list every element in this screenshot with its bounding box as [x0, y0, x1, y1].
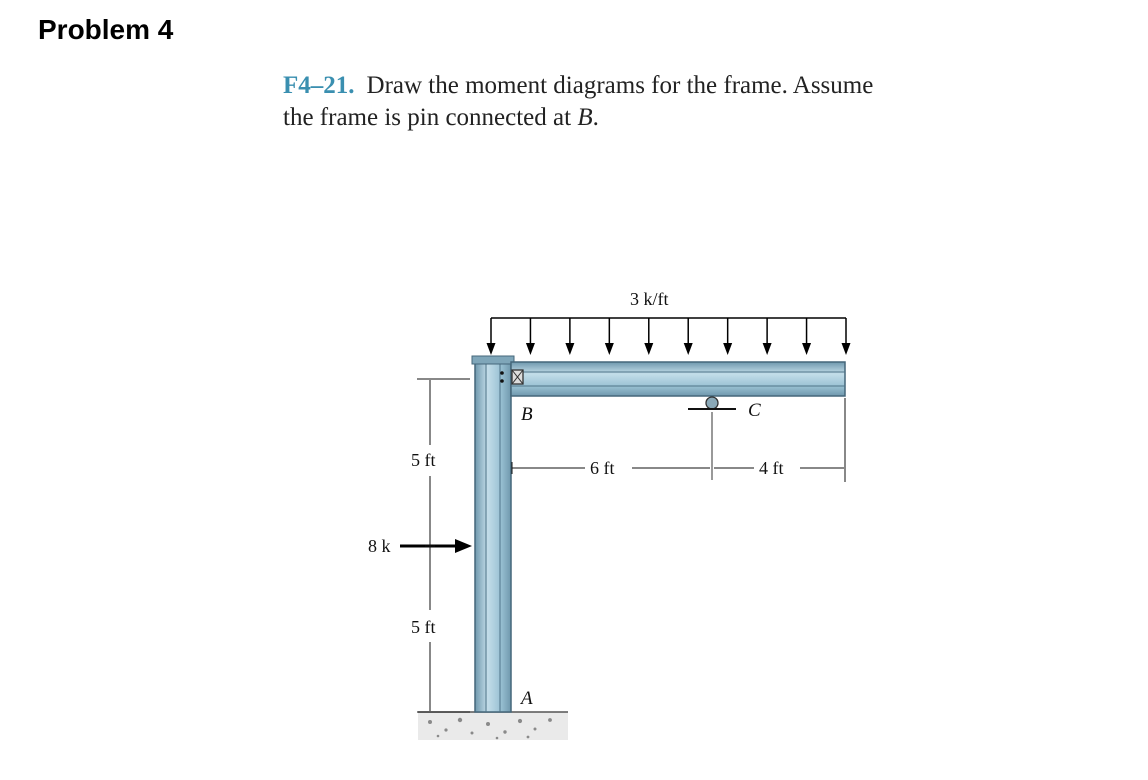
problem-text-end: .: [592, 104, 599, 131]
load-arrow-head: [526, 343, 535, 355]
beam-member: [511, 362, 845, 396]
point-a-label: A: [521, 688, 533, 709]
load-arrow-head: [763, 343, 772, 355]
problem-heading: Problem 4: [38, 14, 174, 45]
dimension-lower-label: 5 ft: [411, 617, 436, 637]
dimension-right-span-label: 4 ft: [759, 458, 784, 478]
dimension-upper-label: 5 ft: [411, 450, 436, 470]
load-arrow-head: [565, 343, 574, 355]
load-arrow-head: [842, 343, 851, 355]
problem-text-pin-label: B: [577, 104, 593, 131]
problem-text-line2: the frame is pin connected at: [283, 104, 578, 131]
point-c-label: C: [748, 400, 761, 421]
load-arrow-head: [723, 343, 732, 355]
load-arrow-head: [487, 343, 496, 355]
load-label: 3 k/ft: [630, 289, 669, 309]
ground-hatch: [418, 712, 568, 740]
problem-number: F4–21.: [283, 72, 355, 99]
force-label: 8 k: [368, 536, 391, 556]
load-arrow-head: [802, 343, 811, 355]
load-arrow-head: [644, 343, 653, 355]
column-member: [472, 356, 514, 712]
load-arrow-head: [605, 343, 614, 355]
load-arrow-head: [684, 343, 693, 355]
point-b-label: B: [521, 404, 533, 425]
force-arrow-8k: [400, 539, 472, 553]
load-arrows: [487, 318, 851, 355]
dimension-left-span-label: 6 ft: [590, 458, 615, 478]
dimension-bottom: [512, 398, 845, 482]
problem-text-line1: Draw the moment diagrams for the frame. Assume: [366, 72, 874, 99]
